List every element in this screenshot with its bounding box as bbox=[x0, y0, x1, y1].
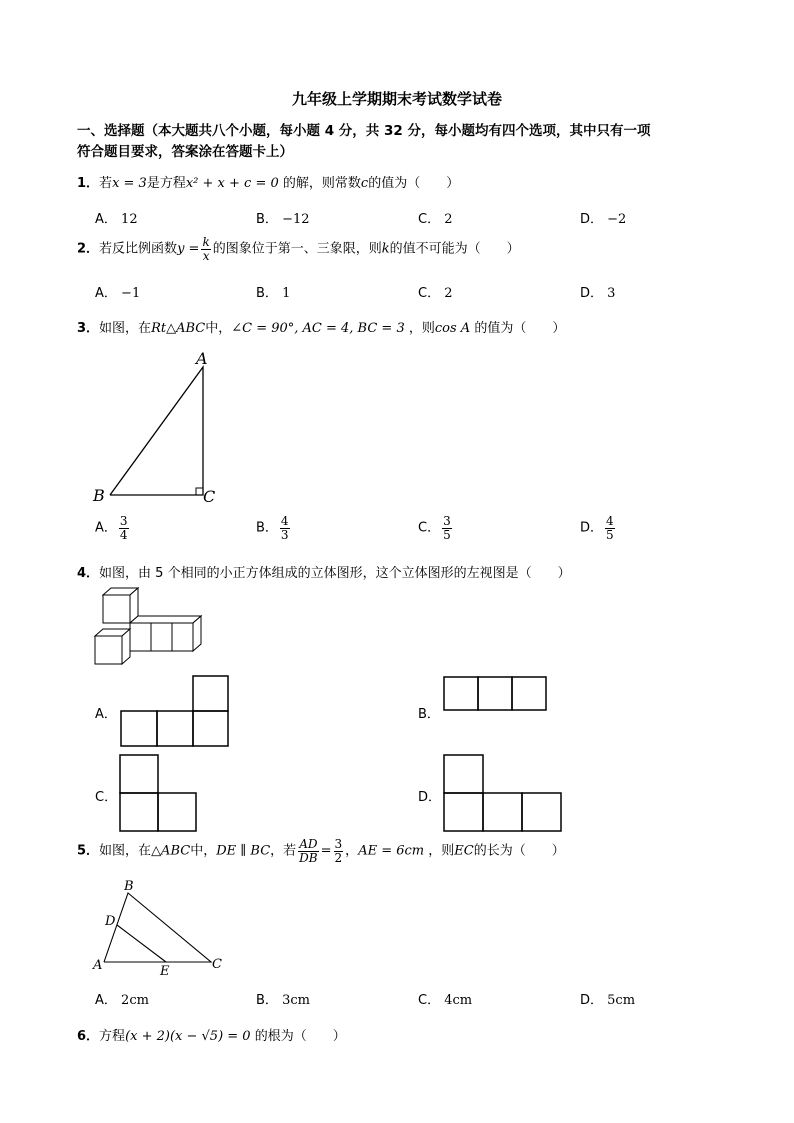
vertex-label-b: B bbox=[93, 486, 105, 505]
question-2: 2．若反比例函数y = $\frac{k}{x}$ 的图象位于第一、三象限，则k的值不可能为（ ） bbox=[77, 235, 520, 263]
option-d[interactable]: D． bbox=[418, 790, 442, 805]
view-option-a bbox=[120, 675, 230, 747]
view-option-c bbox=[119, 754, 199, 832]
question-number: 5． bbox=[77, 843, 100, 859]
option-a[interactable]: A． bbox=[95, 707, 117, 722]
view-option-d bbox=[443, 754, 563, 832]
option-b[interactable]: B． −12 bbox=[256, 212, 310, 227]
question-4: 4．如图，由 5 个相同的小正方体组成的立体图形，这个立体图形的左视图是（ ） bbox=[77, 566, 571, 581]
vertex-label-c: C bbox=[212, 957, 222, 972]
question-6: 6．方程(x + 2)(x − √5) = 0 的根为（ ） bbox=[77, 1029, 346, 1044]
option-c[interactable]: C． 2 bbox=[418, 286, 453, 301]
option-c[interactable]: C． bbox=[95, 790, 118, 805]
vertex-label-c: C bbox=[203, 487, 216, 506]
page-title: 九年级上学期期末考试数学试卷 bbox=[291, 90, 502, 108]
question-5: 5．如图，在△ABC中，DE ∥ BC，若 $\frac{AD}{DB}$ = $\frac{3}{2}$ ，AE = 6cm ，则EC的长为（ ） bbox=[77, 837, 565, 865]
question-number: 2． bbox=[77, 241, 100, 257]
triangle-figure-q3 bbox=[90, 345, 230, 510]
cube-stack-figure-q4 bbox=[90, 586, 200, 666]
option-a[interactable]: A． −1 bbox=[95, 286, 141, 301]
vertex-label-e: E bbox=[160, 964, 170, 979]
vertex-label-d: D bbox=[105, 914, 116, 929]
section-heading-line1: 一、选择题（本大题共八个小题，每小题 4 分，共 32 分，每小题均有四个选项，其中只有一项 bbox=[77, 123, 651, 139]
option-c[interactable]: C． $\frac{3}{5}$ bbox=[418, 514, 451, 542]
option-d[interactable]: D． 3 bbox=[580, 286, 616, 301]
option-d[interactable]: D． −2 bbox=[580, 212, 627, 227]
option-c[interactable]: C． 2 bbox=[418, 212, 453, 227]
option-a[interactable]: A． 12 bbox=[95, 212, 138, 227]
triangle-figure-q5 bbox=[90, 877, 230, 977]
option-b[interactable]: B． 3cm bbox=[256, 993, 310, 1008]
question-number: 4． bbox=[77, 566, 100, 581]
question-number: 3． bbox=[77, 321, 100, 336]
option-a[interactable]: A． 2cm bbox=[95, 993, 149, 1008]
option-d[interactable]: D． $\frac{4}{5}$ bbox=[580, 514, 614, 542]
option-b[interactable]: B． $\frac{4}{3}$ bbox=[256, 514, 289, 542]
vertex-label-b: B bbox=[124, 879, 134, 894]
option-a[interactable]: A． $\frac{3}{4}$ bbox=[95, 514, 128, 542]
option-b[interactable]: B． bbox=[418, 707, 440, 722]
view-option-b bbox=[443, 676, 548, 712]
question-3: 3．如图，在Rt△ABC中，∠C = 90°, AC = 4, BC = 3 ，则cos A 的值为（ ） bbox=[77, 321, 566, 336]
option-d[interactable]: D． 5cm bbox=[580, 993, 636, 1008]
vertex-label-a: A bbox=[196, 349, 208, 368]
option-c[interactable]: C． 4cm bbox=[418, 993, 473, 1008]
vertex-label-a: A bbox=[93, 958, 103, 973]
question-1: 1．若x = 3是方程x² + x + c = 0 的解，则常数c的值为（ ） bbox=[77, 176, 460, 191]
question-number: 1． bbox=[77, 176, 100, 191]
section-heading-line2: 符合题目要求，答案涂在答题卡上） bbox=[77, 144, 293, 160]
question-number: 6． bbox=[77, 1029, 100, 1044]
option-b[interactable]: B． 1 bbox=[256, 286, 291, 301]
